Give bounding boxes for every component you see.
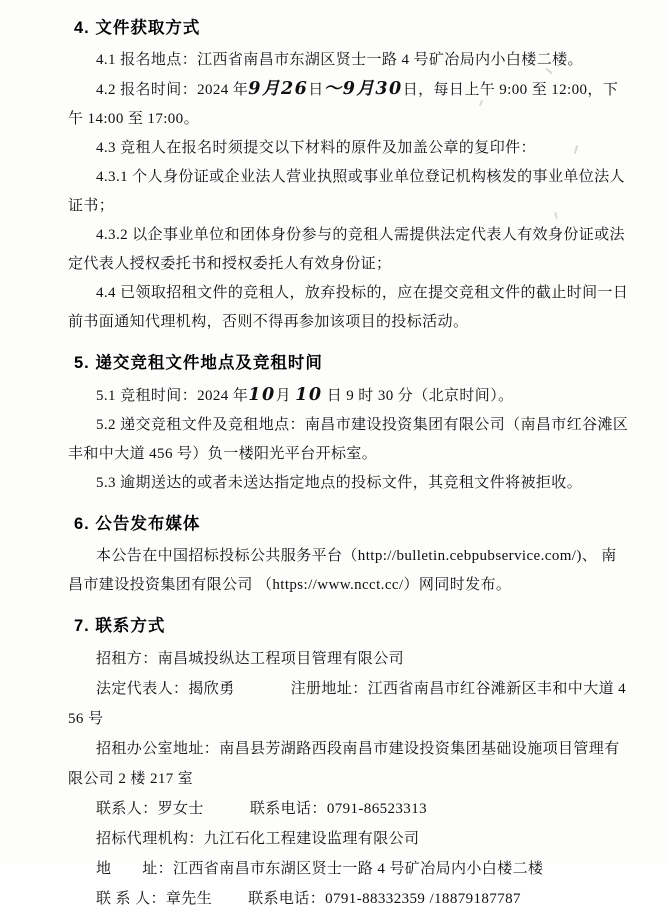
legal-representative: 法定代表人：揭欣勇 bbox=[96, 681, 235, 697]
para-legal-rep-and-address bbox=[68, 674, 631, 734]
para-4-4-withdrawal-notice: 4.4 已领取招租文件的竞租人，放弃投标的，应在提交竞租文件的截止时间一日前书面通知代理机构，否则不得再参加该项目的投标活动。 bbox=[68, 285, 629, 330]
section-announcement-media bbox=[68, 514, 631, 600]
para-lessor-name: 招租方：南昌城投纵达工程项目管理有限公司 bbox=[96, 651, 405, 667]
handwritten-month: 10 bbox=[248, 385, 276, 405]
para-6-1-publication-platforms: 本公告在中国招标投标公共服务平台（http://bulletin.cebpubservice.com/)、 南昌市建设投资集团有限公司 （https://www.ncct.cc/）网同时发布。 bbox=[68, 548, 617, 593]
section-7-heading: 7. 联系方式 bbox=[74, 617, 166, 635]
section-5-heading: 5. 递交竞租文件地点及竞租时间 bbox=[74, 354, 323, 372]
contact-person: 联 系 人：章先生 bbox=[96, 891, 213, 907]
para-contact-luo bbox=[68, 794, 631, 824]
para-4-3-1-id-documents: 4.3.1 个人身份证或企业法人营业执照或事业单位登记机构核发的事业单位法人证书； bbox=[68, 169, 625, 214]
para-agency-name: 招标代理机构：九江石化工程建设监理有限公司 bbox=[96, 831, 420, 847]
para-lessor-office-address: 招租办公室地址：南昌县芳湖路西段南昌市建设投资集团基础设施项目管理有限公司 2 楼 217 室 bbox=[68, 741, 620, 787]
para-agency-address: 地 址：江西省南昌市东湖区贤士一路 4 号矿冶局内小白楼二楼 bbox=[96, 861, 544, 877]
para-4-2-registration-time bbox=[68, 75, 631, 134]
para-4-1-registration-place: 4.1 报名地点：江西省南昌市东湖区贤士一路 4 号矿冶局内小白楼二楼。 bbox=[96, 52, 583, 68]
printed-text: 日 9 时 30 分（北京时间）。 bbox=[322, 388, 514, 404]
contact-phone: 联系电话：0791-88332359 /18879187787 bbox=[248, 891, 521, 907]
printed-text: 日，每日上午 9:00 至 12:00，下午 14:00 至 17:00。 bbox=[68, 82, 619, 127]
handwritten-date-start: 9月26 bbox=[248, 79, 309, 99]
para-5-3-late-rejection: 5.3 逾期送达的或者未送达指定地点的投标文件，其竞租文件将被拒收。 bbox=[96, 475, 583, 491]
printed-text: 4.2 报名时间：2024 年 bbox=[96, 82, 249, 98]
section-6-heading: 6. 公告发布媒体 bbox=[74, 515, 201, 533]
contact-phone: 联系电话：0791-86523313 bbox=[249, 801, 428, 817]
section-4-heading: 4. 文件获取方式 bbox=[74, 19, 201, 37]
para-5-2-submission-place: 5.2 递交竞租文件及竞租地点：南昌市建设投资集团有限公司（南昌市红谷滩区丰和中大道 456 号）负一楼阳光平台开标室。 bbox=[68, 417, 629, 462]
para-4-3-2-legal-representative: 4.3.2 以企事业单位和团体身份参与的竞租人需提供法定代表人有效身份证或法定代表人授权委托书和授权委托人有效身份证； bbox=[68, 227, 625, 272]
para-contact-zhang bbox=[68, 884, 631, 914]
para-5-1-bid-time bbox=[68, 381, 631, 411]
registered-address: 注册地址：江西省南昌市红谷滩新区丰和中大道 456 号 bbox=[68, 681, 627, 727]
section-document-acquisition bbox=[68, 18, 631, 337]
section-submission-place-time bbox=[68, 353, 631, 498]
para-4-3-materials-required: 4.3 竞租人在报名时须提交以下材料的原件及加盖公章的复印件： bbox=[96, 140, 536, 156]
handwritten-date-end: ～9月30 bbox=[323, 79, 403, 99]
handwritten-day: 10 bbox=[295, 385, 323, 405]
contact-person: 联系人：罗女士 bbox=[96, 801, 204, 817]
printed-text: 日 bbox=[308, 82, 324, 98]
printed-text: 5.1 竞租时间：2024 年 bbox=[96, 388, 249, 404]
printed-text: 月 bbox=[275, 388, 296, 404]
section-contact-info bbox=[68, 616, 631, 914]
